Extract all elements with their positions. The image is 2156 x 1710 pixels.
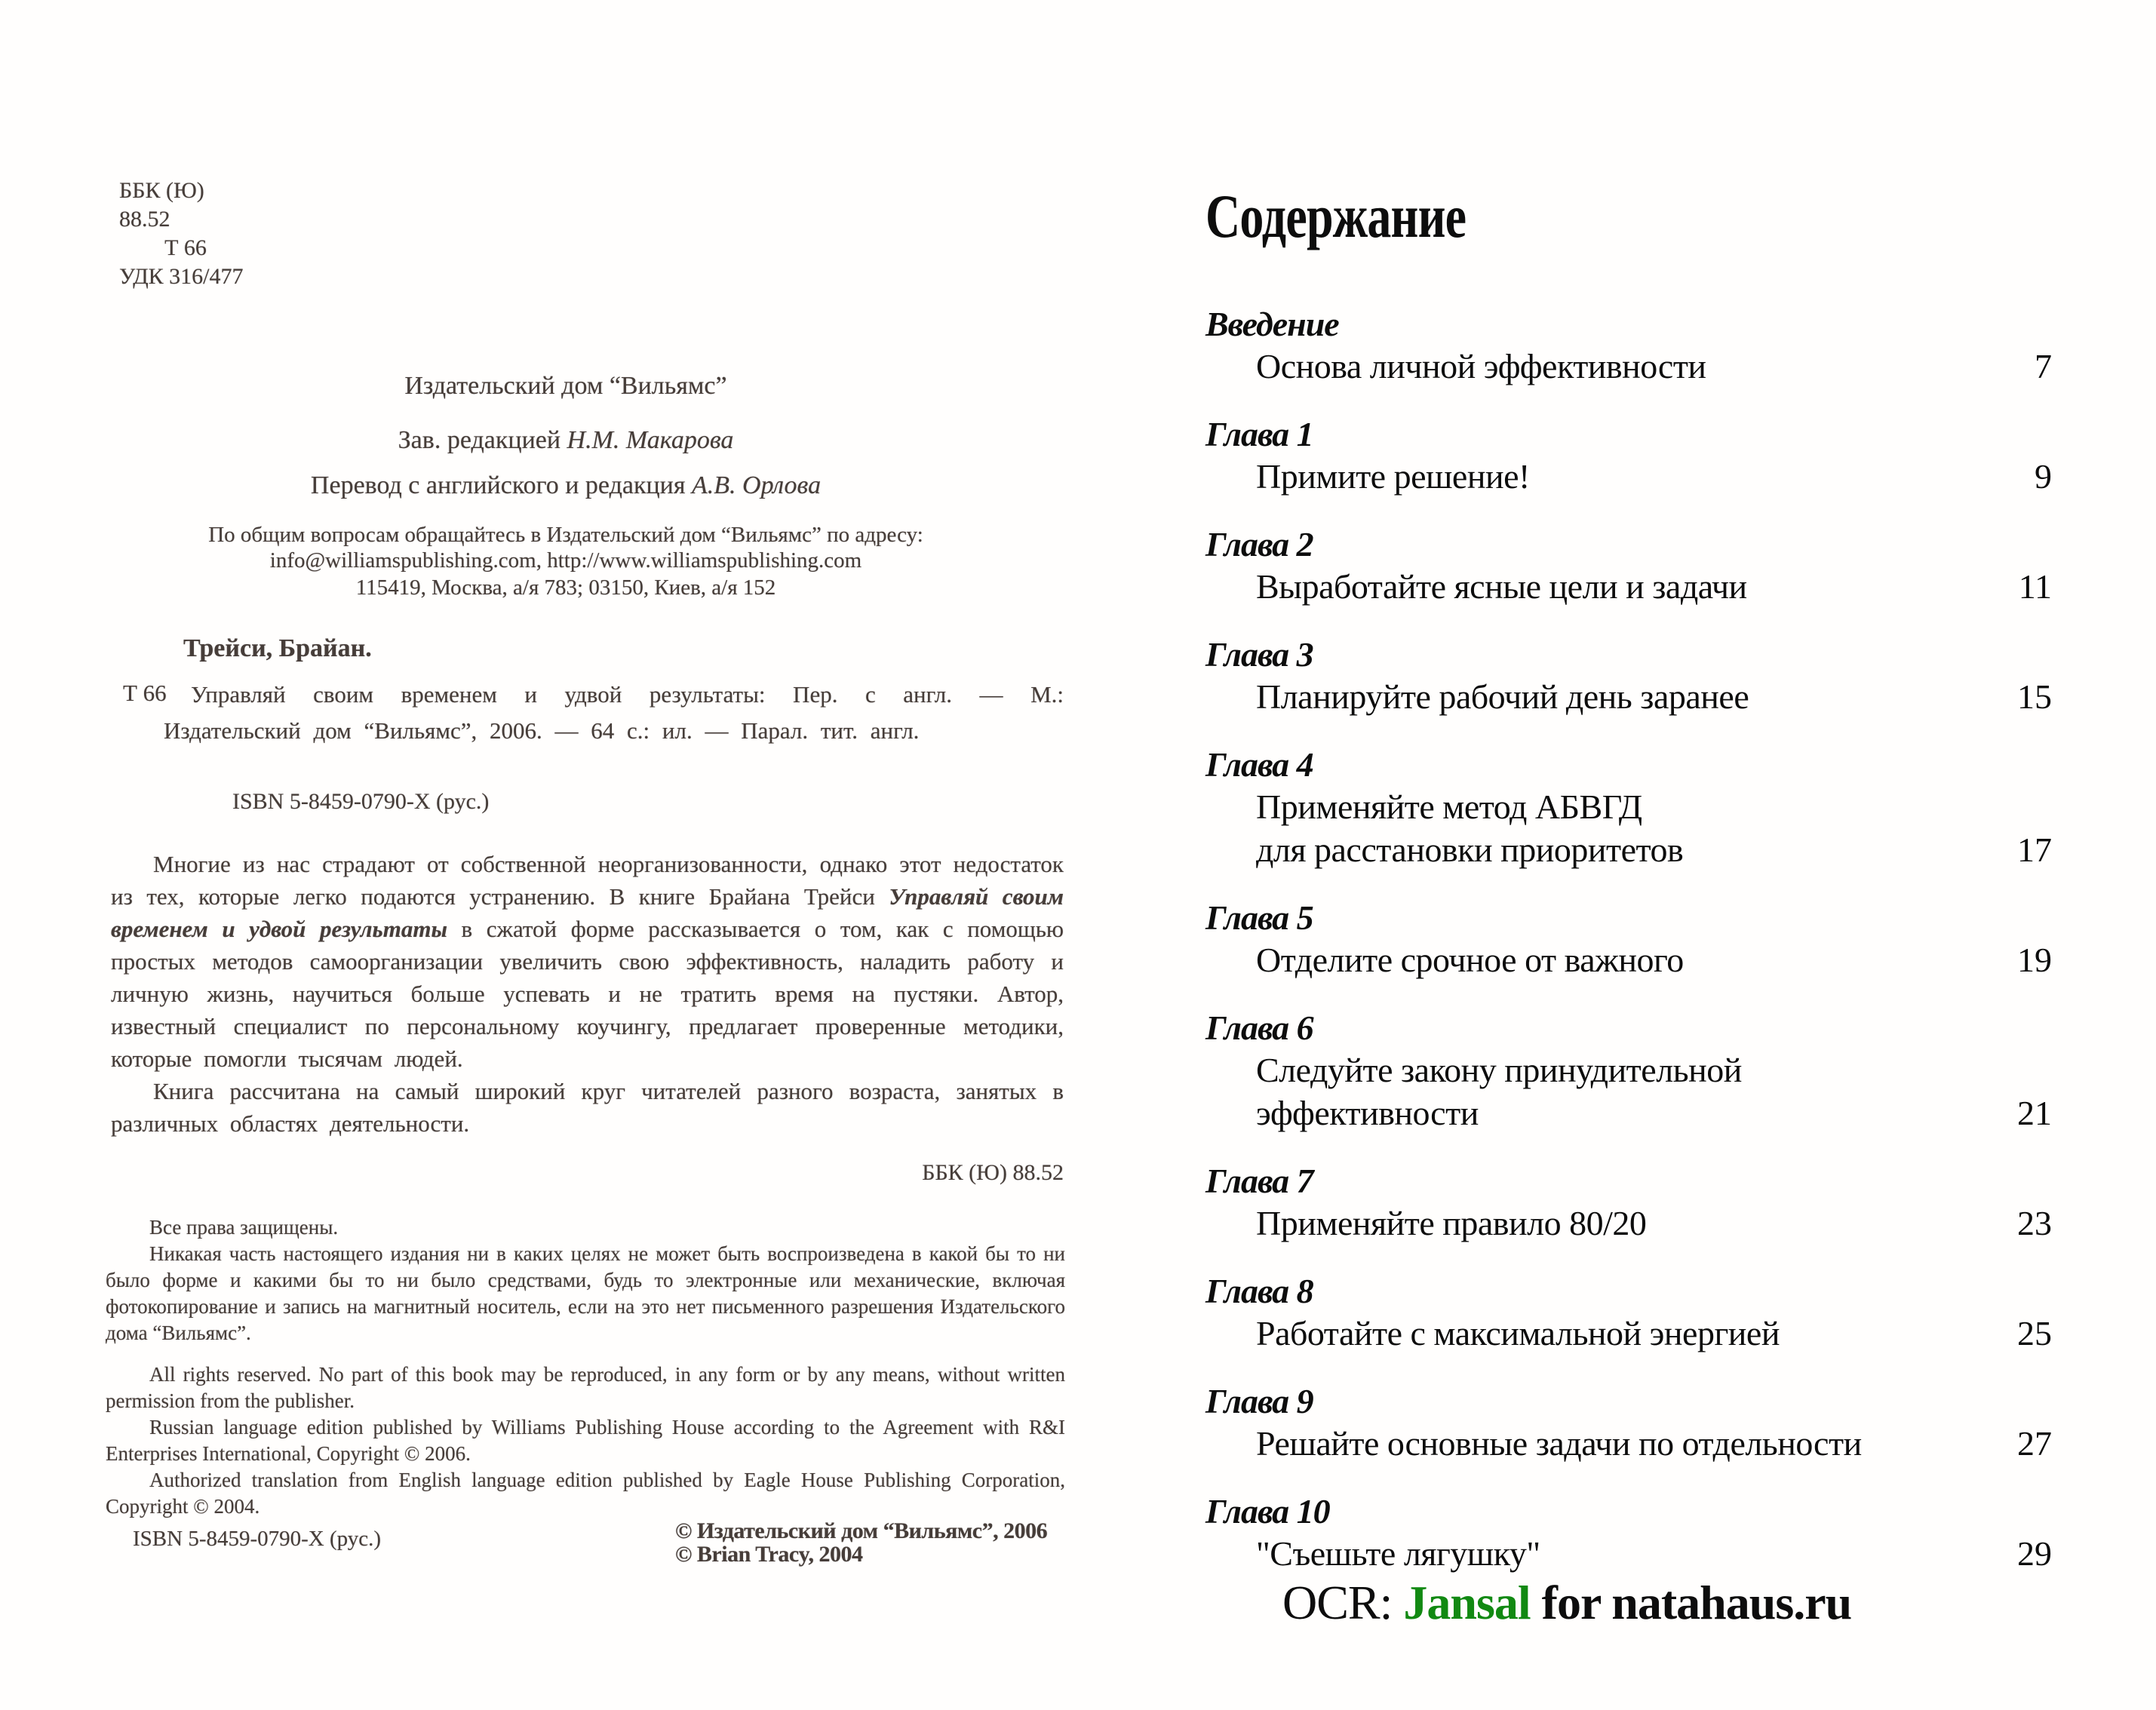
udk-code: УДК 316/477 (119, 264, 244, 289)
bbk-code: ББК (Ю) 88.52 (119, 178, 204, 232)
editor-name: Н.М. Макарова (567, 426, 734, 454)
toc-title-row (1205, 938, 2052, 981)
postal-addresses: 115419, Москва, а/я 783; 03150, Киев, а/я 152 (355, 576, 776, 600)
managing-editor-line (113, 425, 1018, 456)
toc-chapter-label: Глава 5 (1205, 898, 1313, 937)
toc-entry (1205, 744, 2052, 871)
toc-page-number: 27 (2017, 1424, 2052, 1463)
toc-title-text: Примите решение! (1256, 457, 1530, 496)
catalog-letter-code: Т 66 (164, 235, 207, 260)
contact-line: По общим вопросам обращайтесь в Издательский дом “Вильямс” по адресу: (208, 523, 923, 547)
rights-ru-short: Все права защищены. (149, 1216, 339, 1239)
toc-title-row (1205, 1091, 2052, 1134)
toc-entry (1205, 413, 2052, 498)
editor-label: Зав. редакцией (398, 426, 567, 454)
ocr-author-name: Jansal (1403, 1576, 1531, 1629)
toc-title-row (1205, 565, 2052, 608)
copyright-author: © Brian Tracy, 2004 (675, 1542, 863, 1567)
toc-chapter-label: Введение (1205, 305, 1339, 343)
toc-chapter-label: Глава 9 (1205, 1382, 1313, 1420)
toc-title-row (1205, 345, 2052, 388)
publisher-block (113, 371, 1018, 600)
toc-title-row (1205, 1202, 2052, 1245)
table-of-contents (1205, 303, 2052, 1601)
toc-page-number: 7 (2035, 347, 2052, 385)
toc-chapter-label: Глава 3 (1205, 635, 1313, 674)
toc-title-text: для расстановки приоритетов (1256, 830, 1684, 869)
book-title-italic: Управляй своим временем и удвой результаты (111, 883, 1064, 942)
toc-title-row (1205, 828, 2052, 871)
catalog-entry-code: Т 66 (123, 680, 167, 706)
toc-page-number: 15 (2017, 677, 2052, 716)
toc-title-row (1205, 1532, 2052, 1575)
isbn-bottom: ISBN 5-8459-0790-X (рус.) (133, 1527, 382, 1551)
toc-chapter-label: Глава 1 (1205, 415, 1313, 453)
copyright-block (675, 1519, 1047, 1566)
toc-page-number: 17 (2017, 830, 2052, 869)
toc-title-row (1205, 675, 2052, 718)
toc-title-text: "Съешьте лягушку" (1256, 1534, 1540, 1573)
toc-chapter-label: Глава 10 (1205, 1492, 1330, 1530)
toc-chapter-label: Глава 6 (1205, 1009, 1313, 1047)
bbk-classification-block (119, 177, 252, 291)
rights-ru-long: Никакая часть настоящего издания ни в каких целях не может быть воспроизведена в какой бы то ни было форме и какими бы то ни было средствами, будь то электронные или механические, включая фотокопирование и запись на магнитный носитель, если на это нет письменного разрешения Издательского дома “Вильямс”. (106, 1242, 1065, 1344)
ocr-suffix: for natahaus.ru (1530, 1576, 1852, 1629)
toc-title-text: Работайте с максимальной энергией (1256, 1314, 1780, 1352)
annotation-block (111, 848, 1064, 1140)
toc-title-row (1205, 785, 2052, 828)
toc-title-row (1205, 455, 2052, 498)
toc-entry (1205, 1270, 2052, 1355)
toc-entry (1205, 1490, 2052, 1575)
annotation-paragraph-2: Книга рассчитана на самый широкий круг читателей разного возраста, занятых в различных областях деятельности. (111, 1078, 1064, 1137)
toc-page-number: 23 (2017, 1204, 2052, 1242)
copyright-publisher: © Издательский дом “Вильямс”, 2006 (675, 1518, 1048, 1543)
toc-entry (1205, 1160, 2052, 1245)
toc-entry (1205, 1007, 2052, 1134)
toc-title-row (1205, 1312, 2052, 1355)
author-name: Трейси, Брайан. (183, 634, 372, 662)
ocr-prefix: OCR: (1282, 1576, 1404, 1629)
toc-entry (1205, 303, 2052, 388)
toc-title-text: эффективности (1256, 1094, 1479, 1132)
toc-title-text: Применяйте правило 80/20 (1256, 1204, 1647, 1242)
toc-entry (1205, 897, 2052, 981)
toc-title-text: Выработайте ясные цели и задачи (1256, 567, 1747, 606)
toc-page-number: 25 (2017, 1314, 2052, 1352)
toc-entry (1205, 634, 2052, 718)
catalog-entry-text: Управляй своим временем и удвой результаты: Пер. с англ. — М.: Издательский дом “Вильямс”, 2006. — 64 с.: ил. — Парал. тит. англ. (164, 681, 1064, 744)
annotation-text: Многие из нас страдают от собственной неорганизованности, однако этот недостаток из тех, которые легко подаются устранению. В книге Брайана Трейси (111, 851, 1064, 910)
toc-chapter-label: Глава 4 (1205, 745, 1313, 784)
rights-en-authorized: Authorized translation from English language edition published by Eagle House Publishing Corporation, Copyright © 2004. (106, 1469, 1065, 1518)
toc-page-number: 29 (2017, 1534, 2052, 1573)
toc-title-text: Отделите срочное от важного (1256, 941, 1684, 979)
publisher-addresses: info@williamspublishing.com, http://www.williamspublishing.com (269, 548, 862, 573)
legal-block (106, 1214, 1065, 1520)
toc-page-number: 11 (2018, 567, 2052, 606)
toc-page-number: 21 (2017, 1094, 2052, 1132)
ocr-credit-line (1282, 1575, 1851, 1631)
translation-editor-line (113, 471, 1018, 501)
toc-title-text: Планируйте рабочий день заранее (1256, 677, 1749, 716)
toc-title-text: Применяйте метод АБВГД (1256, 787, 1642, 826)
toc-chapter-label: Глава 2 (1205, 525, 1313, 563)
toc-chapter-label: Глава 8 (1205, 1272, 1313, 1310)
toc-title-text: Основа личной эффективности (1256, 347, 1706, 385)
toc-title-text: Решайте основные задачи по отдельности (1256, 1424, 1862, 1463)
translation-label: Перевод с английского и редакция (310, 471, 693, 499)
toc-chapter-label: Глава 7 (1205, 1162, 1313, 1200)
toc-page-number: 9 (2035, 457, 2052, 496)
annotation-paragraph-1 (111, 848, 1064, 1075)
isbn-russian: ISBN 5-8459-0790-X (рус.) (232, 789, 490, 814)
toc-title-row (1205, 1048, 2052, 1091)
translator-name: А.В. Орлова (692, 471, 822, 499)
annotation-text: в сжатой форме рассказывается о том, как с помощью простых методов самоорганизации увеличить свою эффективность, наладить работу и личную жизнь, научиться больше успевать и не тратить время на пустяки. Автор, известный специалист по персональному коучингу, предлагает проверенные методики, которые помогли тысячам людей. (111, 916, 1064, 1072)
bbk-code-right: ББК (Ю) 88.52 (922, 1160, 1064, 1185)
toc-entry (1205, 523, 2052, 608)
rights-en-russian-edition: Russian language edition published by Williams Publishing House according to the Agreement with R&I Enterprises International, Copyright © 2006. (106, 1416, 1065, 1465)
toc-title-row (1205, 1422, 2052, 1465)
toc-entry (1205, 1380, 2052, 1465)
publisher-name: Издательский дом “Вильямс” (404, 372, 727, 400)
contents-title: Содержание (1205, 182, 1467, 250)
toc-page-number: 19 (2017, 941, 2052, 979)
rights-en-reserved: All rights reserved. No part of this book may be reproduced, in any form or by any means, without written permission from the publisher. (106, 1363, 1065, 1412)
toc-title-text: Следуйте закону принудительной (1256, 1051, 1742, 1089)
